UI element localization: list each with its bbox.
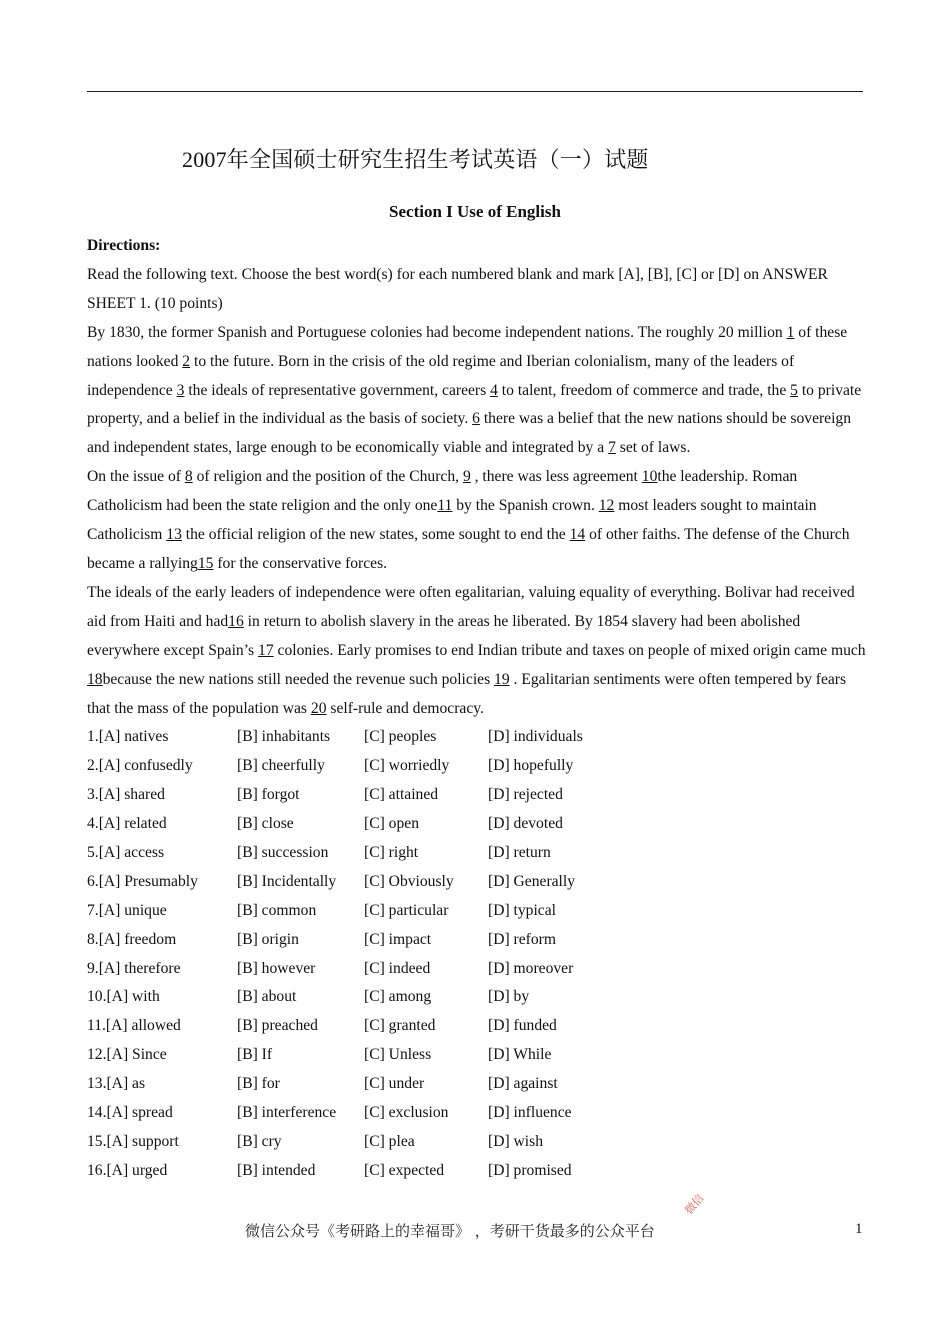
passage-text: By 1830, the former Spanish and Portuguese colonies had become independent nations. The roughly 20 million [87, 323, 787, 341]
option-choice: [C] particular [364, 901, 449, 919]
option-row [87, 1041, 867, 1070]
stamp-mark: 微信 [682, 1191, 707, 1217]
passage-text: there was a belief that the new nations should be sovereign and independent states, large enough to be economically viable and integrated by a [87, 410, 852, 457]
option-row [87, 1070, 867, 1099]
option-choice: [B] for [237, 1075, 280, 1093]
option-choice: [B] succession [237, 843, 329, 861]
blank-number: 12 [598, 497, 615, 515]
blank-number: 2 [182, 352, 191, 370]
option-choice: [D] promised [488, 1161, 572, 1179]
passage-paragraph [87, 319, 867, 464]
option-choice: [C] worriedly [364, 757, 450, 775]
option-choice: 11.[A] allowed [87, 1017, 181, 1035]
blank-number: 3 [176, 381, 185, 399]
blank-number: 10 [641, 468, 658, 486]
option-choice: [B] cry [237, 1132, 282, 1150]
directions-label: Directions: [87, 237, 161, 254]
option-row [87, 1157, 867, 1186]
option-row [87, 926, 867, 955]
blank-number: 4 [490, 381, 498, 399]
option-choice: 6.[A] Presumably [87, 872, 198, 890]
blank-number: 11 [437, 497, 453, 515]
option-choice: [B] however [237, 959, 316, 977]
passage-text: for the conservative forces. [213, 554, 388, 572]
passage-text: because the new nations still needed the revenue such policies [102, 670, 495, 688]
passage-text: colonies. Early promises to end Indian tribute and taxes on people of mixed origin came much [273, 641, 866, 659]
option-row [87, 983, 867, 1012]
blank-number: 7 [608, 439, 616, 457]
option-row [87, 839, 867, 868]
passage-text: . Egalitarian sentiments were often tempered by fears that the mass of the population was [87, 670, 847, 717]
option-choice: [D] Generally [488, 872, 576, 890]
option-choice: [C] granted [364, 1017, 436, 1035]
passage-text: of these nations looked [87, 323, 848, 370]
option-choice: [D] funded [488, 1017, 557, 1035]
option-choice: [C] peoples [364, 728, 437, 746]
option-choice: [B] intended [237, 1161, 316, 1179]
option-row [87, 723, 867, 752]
option-choice: [C] open [364, 815, 419, 833]
option-choice: [B] origin [237, 930, 299, 948]
option-choice: [B] about [237, 988, 297, 1006]
cloze-passage [87, 319, 867, 724]
option-choice: [D] influence [488, 1103, 572, 1121]
option-choice: 4.[A] related [87, 815, 167, 833]
option-choice: [C] Obviously [364, 872, 454, 890]
option-choice: [D] While [488, 1046, 552, 1064]
passage-text: of religion and the position of the Church, [192, 468, 463, 486]
blank-number: 16 [228, 612, 244, 630]
blank-number: 1 [786, 323, 795, 341]
option-choice: [C] under [364, 1075, 425, 1093]
blank-number: 8 [184, 468, 193, 486]
option-choice: [C] expected [364, 1161, 445, 1179]
option-choice: 1.[A] natives [87, 728, 169, 746]
answer-options [87, 723, 867, 1185]
option-row [87, 897, 867, 926]
passage-text: to the future. Born in the crisis of the old regime and Iberian colonialism, many of the leaders of independence [87, 352, 795, 399]
page-title: 2007年全国硕士研究生招生考试英语（一）试题 [182, 147, 649, 172]
option-choice: [B] close [237, 815, 294, 833]
blank-number: 9 [462, 468, 471, 486]
option-choice: [B] Incidentally [237, 872, 337, 890]
footer-text: 微信公众号《考研路上的幸福哥》 ，考研干货最多的公众平台 [245, 1222, 655, 1240]
blank-number: 15 [197, 554, 214, 572]
blank-number: 19 [494, 670, 510, 688]
option-choice: [C] plea [364, 1132, 415, 1150]
option-choice: [B] preached [237, 1017, 318, 1035]
option-choice: [D] rejected [488, 786, 563, 804]
option-choice: [C] among [364, 988, 432, 1006]
blank-number: 14 [569, 526, 586, 544]
option-choice: 12.[A] Since [87, 1046, 167, 1064]
option-row [87, 868, 867, 897]
passage-text: by the Spanish crown. [452, 497, 599, 515]
option-row [87, 955, 867, 984]
passage-text: to talent, freedom of commerce and trade, the [497, 381, 791, 399]
option-choice: 2.[A] confusedly [87, 757, 193, 775]
option-row [87, 1099, 867, 1128]
option-choice: [D] typical [488, 901, 556, 919]
option-choice: [D] individuals [488, 728, 583, 746]
option-choice: [B] common [237, 901, 317, 919]
passage-text: the official religion of the new states, some sought to end the [181, 526, 570, 544]
blank-number: 17 [258, 641, 274, 659]
option-row [87, 1012, 867, 1041]
option-choice: [C] attained [364, 786, 439, 804]
option-choice: [D] by [488, 988, 530, 1006]
passage-text: The ideals of the early leaders of independence were often egalitarian, valuing equality of everything. Bolivar had received aid from Haiti and had [87, 583, 855, 630]
passage-paragraph [87, 463, 867, 579]
option-choice: 10.[A] with [87, 988, 160, 1006]
option-choice: [C] indeed [364, 959, 431, 977]
option-choice: 16.[A] urged [87, 1161, 168, 1179]
option-choice: [B] cheerfully [237, 757, 325, 775]
passage-text: On the issue of [87, 468, 185, 486]
blank-number: 13 [166, 526, 182, 544]
passage-paragraph [87, 579, 867, 724]
option-choice: [D] devoted [488, 815, 563, 833]
option-choice: [C] impact [364, 930, 432, 948]
passage-text: , there was less agreement [470, 468, 642, 486]
option-choice: [B] inhabitants [237, 728, 331, 746]
directions-text: Read the following text. Choose the best word(s) for each numbered blank and mark [A], [B], [C] or [D] on ANSWER SHEET 1. (10 points) [87, 265, 828, 312]
option-row [87, 752, 867, 781]
blank-number: 18 [87, 670, 103, 688]
option-choice: [D] wish [488, 1132, 544, 1150]
option-choice: [D] against [488, 1075, 558, 1093]
passage-text: to private property, and a belief in the individual as the basis of society. [87, 381, 862, 428]
header-rule [87, 91, 863, 92]
option-choice: [B] forgot [237, 786, 300, 804]
option-choice: [C] exclusion [364, 1103, 449, 1121]
blank-number: 6 [472, 410, 480, 428]
document-body [87, 232, 867, 1186]
blank-number: 20 [310, 699, 327, 717]
option-choice: [D] moreover [488, 959, 574, 977]
passage-text: the ideals of representative government, careers [184, 381, 491, 399]
option-choice: [C] Unless [364, 1046, 432, 1064]
option-choice: 3.[A] shared [87, 786, 165, 804]
passage-text: most leaders sought to maintain Catholicism [87, 497, 817, 544]
passage-text: set of laws. [615, 439, 691, 457]
section-heading: Section I Use of English [389, 202, 561, 221]
option-choice: 7.[A] unique [87, 901, 167, 919]
page-number: 1 [855, 1221, 863, 1237]
passage-text: in return to abolish slavery in the areas he liberated. By 1854 slavery had been abolished everywhere except Spain’s [87, 612, 801, 659]
option-row [87, 810, 867, 839]
option-row [87, 781, 867, 810]
option-choice: [D] hopefully [488, 757, 574, 775]
blank-number: 5 [790, 381, 798, 399]
option-choice: 13.[A] as [87, 1075, 146, 1093]
passage-text: self-rule and democracy. [326, 699, 484, 717]
passage-text: the leadership. Roman Catholicism had been the state religion and the only one [87, 468, 798, 515]
option-choice: [C] right [364, 843, 419, 861]
option-choice: 5.[A] access [87, 843, 165, 861]
option-choice: [B] interference [237, 1103, 337, 1121]
option-row [87, 1128, 867, 1157]
option-choice: [D] reform [488, 930, 556, 948]
passage-text: of other faiths. The defense of the Church became a rallying [87, 526, 850, 572]
option-choice: 9.[A] therefore [87, 959, 181, 977]
option-choice: 8.[A] freedom [87, 930, 177, 948]
option-choice: 15.[A] support [87, 1132, 179, 1150]
option-choice: [B] If [237, 1046, 273, 1064]
option-choice: [D] return [488, 843, 551, 861]
option-choice: 14.[A] spread [87, 1103, 173, 1121]
